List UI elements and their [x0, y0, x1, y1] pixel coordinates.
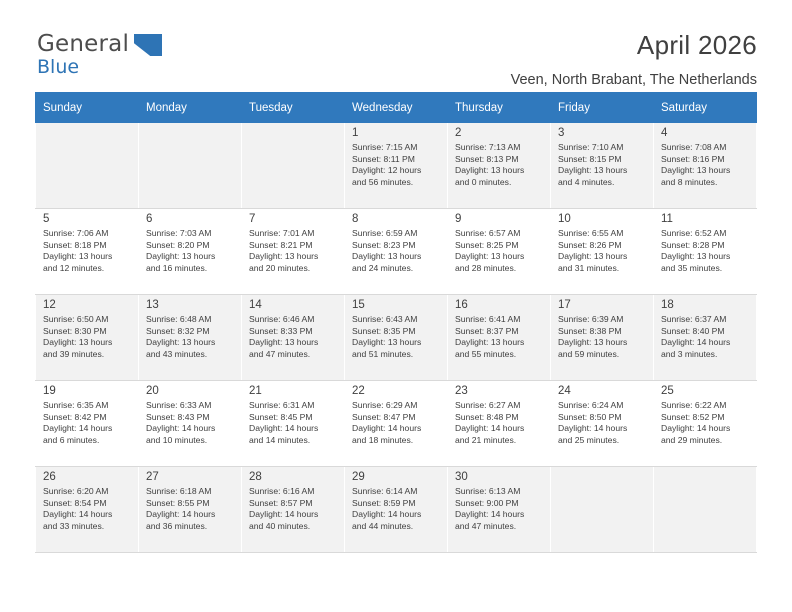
calendar-week-row	[36, 295, 757, 381]
day-number: 21	[249, 385, 262, 397]
day-number: 28	[249, 471, 262, 483]
day-number: 13	[146, 299, 159, 311]
day-info-line: Daylight: 14 hours	[146, 423, 216, 434]
day-info-line: Sunrise: 6:37 AM	[661, 314, 727, 324]
day-info-line: Daylight: 14 hours	[558, 423, 628, 434]
day-info-line: and 47 minutes.	[249, 348, 311, 359]
calendar-day-cell[interactable]	[139, 209, 242, 295]
day-info	[352, 486, 441, 532]
day-info-line: and 28 minutes.	[455, 262, 517, 273]
day-info-line: Daylight: 13 hours	[558, 165, 628, 176]
day-info-line: and 44 minutes.	[352, 520, 414, 531]
day-info-line: and 25 minutes.	[558, 434, 620, 445]
day-info-line: Sunset: 8:48 PM	[455, 411, 519, 422]
day-info-line: and 43 minutes.	[146, 348, 208, 359]
weekday-header-row	[36, 93, 757, 123]
day-info-line: Daylight: 13 hours	[249, 251, 319, 262]
day-info	[249, 486, 338, 532]
day-info-line: Sunset: 8:47 PM	[352, 411, 416, 422]
day-number: 11	[661, 213, 673, 225]
day-info	[43, 228, 132, 274]
calendar-day-cell[interactable]	[448, 381, 551, 467]
day-info-line: and 56 minutes.	[352, 176, 414, 187]
calendar-day-cell[interactable]	[551, 381, 654, 467]
day-info-line: and 12 minutes.	[43, 262, 105, 273]
day-info-line: Sunrise: 6:39 AM	[558, 314, 624, 324]
day-info-line: Sunrise: 6:59 AM	[352, 228, 418, 238]
calendar-day-cell[interactable]	[139, 295, 242, 381]
day-info-line: Daylight: 14 hours	[43, 423, 113, 434]
calendar-table	[35, 92, 757, 553]
day-info-line: and 33 minutes.	[43, 520, 105, 531]
day-info	[43, 314, 132, 360]
day-number: 3	[558, 127, 565, 139]
day-info	[455, 142, 544, 188]
day-info-line: Sunset: 8:40 PM	[661, 325, 725, 336]
calendar-empty-cell	[242, 123, 345, 209]
day-info-line: and 47 minutes.	[455, 520, 517, 531]
calendar-day-cell[interactable]	[345, 209, 448, 295]
day-info-line: Sunrise: 7:03 AM	[146, 228, 212, 238]
day-info-line: Sunrise: 6:29 AM	[352, 400, 418, 410]
weekday-header-thursday: Thursday	[448, 93, 551, 123]
day-info	[249, 400, 338, 446]
day-info-line: Sunset: 8:21 PM	[249, 239, 313, 250]
day-info-line: and 24 minutes.	[352, 262, 414, 273]
day-number: 26	[43, 471, 56, 483]
calendar-day-cell[interactable]	[36, 467, 139, 553]
weekday-header-sunday: Sunday	[36, 93, 139, 123]
calendar-day-cell[interactable]	[551, 295, 654, 381]
calendar-body	[36, 123, 757, 553]
day-info-line: Sunrise: 6:27 AM	[455, 400, 521, 410]
day-info-line: and 35 minutes.	[661, 262, 723, 273]
day-info-line: Sunrise: 6:55 AM	[558, 228, 624, 238]
calendar-week-row	[36, 467, 757, 553]
day-info-line: Sunset: 8:35 PM	[352, 325, 416, 336]
day-info-line: Sunset: 8:38 PM	[558, 325, 622, 336]
day-info-line: and 59 minutes.	[558, 348, 620, 359]
calendar-day-cell[interactable]	[654, 381, 757, 467]
calendar-week-row	[36, 381, 757, 467]
calendar-day-cell[interactable]	[654, 209, 757, 295]
calendar-day-cell[interactable]	[36, 381, 139, 467]
day-info-line: Daylight: 13 hours	[558, 251, 628, 262]
day-number: 27	[146, 471, 159, 483]
day-info	[455, 228, 544, 274]
day-info	[146, 228, 235, 274]
day-info-line: Sunset: 9:00 PM	[455, 497, 519, 508]
day-info-line: Sunrise: 6:18 AM	[146, 486, 212, 496]
day-info-line: Daylight: 14 hours	[146, 509, 216, 520]
day-info-line: Daylight: 13 hours	[146, 337, 216, 348]
day-number: 20	[146, 385, 159, 397]
day-info-line: and 39 minutes.	[43, 348, 105, 359]
day-info-line: Daylight: 13 hours	[661, 251, 731, 262]
day-info-line: and 55 minutes.	[455, 348, 517, 359]
calendar-day-cell[interactable]	[448, 209, 551, 295]
calendar-day-cell[interactable]	[654, 123, 757, 209]
day-info-line: Sunrise: 6:22 AM	[661, 400, 727, 410]
day-info-line: Sunset: 8:42 PM	[43, 411, 107, 422]
calendar-day-cell[interactable]	[654, 295, 757, 381]
day-info	[661, 142, 750, 188]
day-info	[661, 228, 750, 274]
day-info	[558, 314, 647, 360]
day-info-line: Sunset: 8:15 PM	[558, 153, 622, 164]
day-info-line: and 40 minutes.	[249, 520, 311, 531]
day-info-line: Sunrise: 6:57 AM	[455, 228, 521, 238]
weekday-header-saturday: Saturday	[654, 93, 757, 123]
day-info-line: and 10 minutes.	[146, 434, 208, 445]
calendar-empty-cell	[36, 123, 139, 209]
day-info-line: Sunset: 8:13 PM	[455, 153, 519, 164]
day-info-line: Sunrise: 6:48 AM	[146, 314, 212, 324]
day-info-line: Sunrise: 6:41 AM	[455, 314, 521, 324]
day-info-line: Sunset: 8:11 PM	[352, 153, 415, 164]
day-info-line: Sunrise: 6:31 AM	[249, 400, 315, 410]
day-info-line: Sunrise: 7:06 AM	[43, 228, 109, 238]
calendar-day-cell[interactable]	[139, 381, 242, 467]
day-info-line: Daylight: 14 hours	[661, 423, 731, 434]
day-info	[146, 400, 235, 446]
day-info-line: Daylight: 14 hours	[661, 337, 731, 348]
calendar-day-cell[interactable]	[551, 209, 654, 295]
day-info-line: Daylight: 14 hours	[455, 509, 525, 520]
weekday-header-tuesday: Tuesday	[242, 93, 345, 123]
day-info-line: Sunrise: 6:14 AM	[352, 486, 418, 496]
day-number: 8	[352, 213, 359, 225]
day-number: 23	[455, 385, 468, 397]
day-number: 9	[455, 213, 462, 225]
day-info-line: Daylight: 13 hours	[352, 251, 422, 262]
day-info-line: Sunset: 8:37 PM	[455, 325, 519, 336]
day-info	[249, 228, 338, 274]
day-info-line: and 36 minutes.	[146, 520, 208, 531]
day-info-line: and 51 minutes.	[352, 348, 414, 359]
day-info-line: Sunset: 8:43 PM	[146, 411, 210, 422]
calendar-week-row	[36, 123, 757, 209]
day-info-line: and 3 minutes.	[661, 348, 718, 359]
logo-text-general: General	[37, 31, 130, 57]
day-info	[455, 314, 544, 360]
day-info	[558, 400, 647, 446]
day-info-line: Sunrise: 6:16 AM	[249, 486, 315, 496]
day-info-line: Sunrise: 6:52 AM	[661, 228, 727, 238]
day-number: 1	[352, 127, 359, 139]
day-info-line: Sunrise: 7:08 AM	[661, 142, 727, 152]
day-info-line: Daylight: 13 hours	[146, 251, 216, 262]
logo-text-blue: Blue	[37, 56, 80, 78]
day-info-line: Daylight: 13 hours	[455, 251, 525, 262]
calendar-day-cell[interactable]	[36, 295, 139, 381]
day-info-line: Daylight: 14 hours	[43, 509, 113, 520]
day-info-line: Sunset: 8:32 PM	[146, 325, 210, 336]
day-info-line: Sunrise: 6:50 AM	[43, 314, 109, 324]
calendar-day-cell[interactable]	[345, 295, 448, 381]
day-info-line: Daylight: 13 hours	[455, 165, 525, 176]
calendar-day-cell[interactable]	[551, 123, 654, 209]
calendar-day-cell[interactable]	[345, 467, 448, 553]
day-info-line: Sunrise: 7:15 AM	[352, 142, 418, 152]
day-info-line: Sunrise: 6:33 AM	[146, 400, 212, 410]
day-info-line: Sunset: 8:28 PM	[661, 239, 725, 250]
day-info	[146, 486, 235, 532]
day-info-line: Sunset: 8:52 PM	[661, 411, 725, 422]
day-number: 16	[455, 299, 468, 311]
day-info-line: Daylight: 13 hours	[249, 337, 319, 348]
day-info-line: Sunset: 8:50 PM	[558, 411, 622, 422]
calendar-day-cell[interactable]	[448, 123, 551, 209]
day-info-line: and 29 minutes.	[661, 434, 723, 445]
day-info-line: Sunrise: 6:35 AM	[43, 400, 109, 410]
day-info-line: and 21 minutes.	[455, 434, 517, 445]
calendar-day-cell[interactable]	[242, 295, 345, 381]
calendar-day-cell[interactable]	[242, 209, 345, 295]
day-info-line: Sunset: 8:18 PM	[43, 239, 107, 250]
day-number: 24	[558, 385, 571, 397]
day-info-line: and 6 minutes.	[43, 434, 100, 445]
page-subtitle: Veen, North Brabant, The Netherlands	[510, 72, 757, 88]
day-number: 18	[661, 299, 674, 311]
day-info-line: Sunset: 8:16 PM	[661, 153, 725, 164]
day-info	[455, 486, 544, 532]
day-info-line: Daylight: 13 hours	[558, 337, 628, 348]
day-info	[352, 142, 441, 188]
day-info-line: Daylight: 14 hours	[249, 509, 319, 520]
day-info-line: Daylight: 13 hours	[455, 337, 525, 348]
calendar-empty-cell	[654, 467, 757, 553]
day-number: 6	[146, 213, 153, 225]
day-info	[43, 400, 132, 446]
day-info-line: Sunset: 8:33 PM	[249, 325, 313, 336]
calendar-day-cell[interactable]	[448, 295, 551, 381]
day-info	[661, 314, 750, 360]
day-number: 19	[43, 385, 56, 397]
day-number: 12	[43, 299, 56, 311]
day-number: 17	[558, 299, 571, 311]
calendar-day-cell[interactable]	[139, 467, 242, 553]
day-info	[43, 486, 132, 532]
day-info	[455, 400, 544, 446]
day-info-line: and 20 minutes.	[249, 262, 311, 273]
day-info-line: Sunrise: 6:20 AM	[43, 486, 109, 496]
day-info-line: Sunset: 8:30 PM	[43, 325, 107, 336]
day-number: 10	[558, 213, 571, 225]
day-info-line: and 0 minutes.	[455, 176, 512, 187]
day-number: 30	[455, 471, 468, 483]
day-info	[352, 228, 441, 274]
day-info-line: Sunset: 8:25 PM	[455, 239, 519, 250]
day-info-line: Sunset: 8:20 PM	[146, 239, 210, 250]
day-info-line: Sunrise: 7:01 AM	[249, 228, 315, 238]
calendar-day-cell[interactable]	[345, 123, 448, 209]
day-info-line: and 18 minutes.	[352, 434, 414, 445]
calendar-day-cell[interactable]	[36, 209, 139, 295]
day-info-line: Daylight: 13 hours	[352, 337, 422, 348]
day-number: 5	[43, 213, 50, 225]
day-info	[352, 400, 441, 446]
day-info-line: and 31 minutes.	[558, 262, 620, 273]
day-number: 15	[352, 299, 365, 311]
day-info	[558, 142, 647, 188]
day-number: 25	[661, 385, 674, 397]
day-info-line: Sunset: 8:23 PM	[352, 239, 416, 250]
day-info-line: Daylight: 14 hours	[352, 423, 422, 434]
day-info-line: Sunset: 8:54 PM	[43, 497, 107, 508]
day-info-line: Sunset: 8:59 PM	[352, 497, 416, 508]
logo	[37, 32, 237, 84]
day-info-line: Sunrise: 6:46 AM	[249, 314, 315, 324]
day-info-line: Sunset: 8:55 PM	[146, 497, 210, 508]
day-info-line: Daylight: 13 hours	[661, 165, 731, 176]
day-info-line: Sunset: 8:45 PM	[249, 411, 313, 422]
day-number: 7	[249, 213, 256, 225]
weekday-header-wednesday: Wednesday	[345, 93, 448, 123]
day-number: 4	[661, 127, 668, 139]
page-header	[35, 0, 757, 92]
day-info-line: Daylight: 14 hours	[455, 423, 525, 434]
day-info-line: Sunrise: 6:43 AM	[352, 314, 418, 324]
calendar-day-cell[interactable]	[242, 467, 345, 553]
day-info-line: Daylight: 14 hours	[249, 423, 319, 434]
calendar-day-cell[interactable]	[345, 381, 448, 467]
day-info-line: Daylight: 12 hours	[352, 165, 422, 176]
day-info	[249, 314, 338, 360]
day-number: 22	[352, 385, 365, 397]
page-title: April 2026	[636, 30, 757, 60]
calendar-week-row	[36, 209, 757, 295]
day-info-line: Sunrise: 7:10 AM	[558, 142, 624, 152]
day-info	[558, 228, 647, 274]
day-info-line: Daylight: 13 hours	[43, 251, 113, 262]
calendar-empty-cell	[551, 467, 654, 553]
day-info-line: Daylight: 14 hours	[352, 509, 422, 520]
calendar-empty-cell	[139, 123, 242, 209]
day-info	[352, 314, 441, 360]
day-info-line: Sunset: 8:57 PM	[249, 497, 313, 508]
day-number: 29	[352, 471, 365, 483]
weekday-header-friday: Friday	[551, 93, 654, 123]
day-info-line: Daylight: 13 hours	[43, 337, 113, 348]
calendar-day-cell[interactable]	[242, 381, 345, 467]
day-info	[146, 314, 235, 360]
day-info-line: Sunrise: 6:24 AM	[558, 400, 624, 410]
weekday-header-monday: Monday	[139, 93, 242, 123]
day-number: 2	[455, 127, 462, 139]
day-info-line: and 4 minutes.	[558, 176, 615, 187]
day-info	[661, 400, 750, 446]
day-number: 14	[249, 299, 262, 311]
day-info-line: and 8 minutes.	[661, 176, 718, 187]
day-info-line: Sunrise: 6:13 AM	[455, 486, 521, 496]
day-info-line: and 16 minutes.	[146, 262, 208, 273]
day-info-line: and 14 minutes.	[249, 434, 311, 445]
day-info-line: Sunrise: 7:13 AM	[455, 142, 521, 152]
day-info-line: Sunset: 8:26 PM	[558, 239, 622, 250]
calendar-day-cell[interactable]	[448, 467, 551, 553]
